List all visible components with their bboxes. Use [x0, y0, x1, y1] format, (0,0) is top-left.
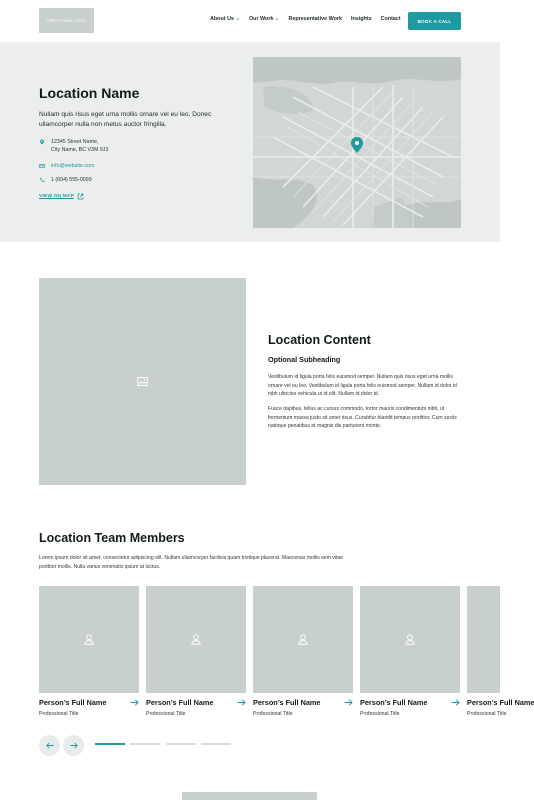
arrow-right-icon[interactable]	[344, 699, 353, 706]
member-title: Professional Title	[146, 711, 186, 717]
member-name-row	[467, 698, 534, 707]
member-photo-placeholder	[253, 586, 353, 693]
address-row	[39, 138, 108, 154]
address-line-2: City Name, BC V3M 9J3	[51, 147, 109, 153]
nav-representative-work[interactable]	[288, 16, 342, 22]
team-description: Lorem ipsum dolor sit amet, consectetur adipiscing elit. Nullam ullamcorper facilisis quam tristique placerat. Maecenas mollis sem vitae porttitor mollis. Nulla varius venenatis ipsum at luctus.	[39, 555, 344, 570]
content-subtitle: Optional Subheading	[268, 355, 341, 364]
member-name: Person’s Full Name	[360, 698, 428, 707]
external-link-icon	[77, 193, 84, 200]
chevron-down-icon	[275, 17, 279, 21]
arrow-right-icon[interactable]	[451, 699, 460, 706]
member-name: Person’s Full Name	[467, 698, 534, 707]
nav-our-work[interactable]	[249, 16, 279, 22]
location-map[interactable]	[253, 57, 461, 228]
image-placeholder-icon	[137, 377, 148, 386]
member-name-row	[39, 698, 139, 707]
member-photo-placeholder	[146, 586, 246, 693]
team-member-card[interactable]	[39, 586, 139, 717]
content-image-placeholder	[39, 278, 246, 485]
person-icon	[405, 634, 415, 645]
team-member-card-partial[interactable]	[467, 586, 534, 717]
carousel-next-button[interactable]	[63, 735, 84, 756]
arrow-right-icon[interactable]	[237, 699, 246, 706]
person-icon	[191, 634, 201, 645]
member-title: Professional Title	[360, 711, 400, 717]
address-text	[51, 138, 108, 154]
content-title: Location Content	[268, 333, 371, 347]
footer-placeholder	[182, 792, 317, 800]
team-member-card[interactable]	[360, 586, 460, 717]
email-link[interactable]: info@website.com	[51, 163, 95, 169]
member-title: Professional Title	[467, 711, 507, 717]
arrow-left-icon	[46, 742, 54, 749]
book-a-call-button[interactable]: BOOK A CALL	[408, 12, 461, 30]
team-member-card[interactable]	[146, 586, 246, 717]
nav-representative-work-label: Representative Work	[288, 16, 342, 22]
nav-contact-label: Contact	[380, 16, 401, 22]
nav-insights[interactable]	[351, 16, 372, 22]
member-photo-placeholder	[39, 586, 139, 693]
person-icon	[84, 634, 94, 645]
member-title: Professional Title	[253, 711, 293, 717]
carousel-indicator[interactable]	[201, 743, 231, 745]
nav-contact[interactable]	[381, 16, 401, 22]
team-title: Location Team Members	[39, 531, 185, 545]
address-line-1: 12345 Street Name,	[51, 139, 99, 145]
location-title: Location Name	[39, 85, 140, 101]
person-icon	[298, 634, 308, 645]
team-member-card[interactable]	[253, 586, 353, 717]
content-paragraph-1: Vestibulum id ligula porta felis euismod semper. Nullam quis risus eget urna mollis ornare vel eu leo. Vestibulum id ligula porta felis euismod semper. Nullam id dolor id nibh ultricies vehicula ut id elit. Nullam id dolor id.	[268, 374, 457, 397]
nav-our-work-label: Our Work	[248, 16, 274, 22]
carousel-indicator-active[interactable]	[95, 743, 125, 745]
main-nav	[210, 16, 401, 22]
arrow-right-icon	[70, 742, 78, 749]
member-name-row	[360, 698, 460, 707]
arrow-right-icon[interactable]	[130, 699, 139, 706]
member-name-row	[253, 698, 353, 707]
phone-row	[39, 176, 92, 184]
site-header	[0, 0, 500, 42]
email-icon	[39, 163, 45, 169]
member-name: Person’s Full Name	[146, 698, 214, 707]
carousel-indicator[interactable]	[130, 743, 160, 745]
member-photo-placeholder	[467, 586, 500, 693]
member-name-row	[146, 698, 246, 707]
member-name: Person’s Full Name	[39, 698, 107, 707]
carousel-prev-button[interactable]	[39, 735, 60, 756]
content-paragraph-2: Fusce dapibus, tellus ac cursus commodo, tortor mauris condimentum nibh, ut fermentum massa justo sit amet risus. Curabitur blandit tempus porttitor. Cum sociis natoque penatibus et magnis dis parturient monte.	[268, 406, 457, 429]
phone-number[interactable]: 1 (604) 555-0099	[51, 177, 92, 183]
phone-icon	[39, 177, 45, 183]
email-row	[39, 162, 94, 170]
location-description: Nullam quis risus eget urna mollis ornare vel eu leo. Donec ullamcorper nulla non metus auctor fringilla.	[39, 111, 212, 128]
carousel-indicator[interactable]	[166, 743, 196, 745]
nav-insights-label: Insights	[350, 16, 372, 22]
nav-about-us-label: About Us	[210, 16, 234, 22]
member-title: Professional Title	[39, 711, 79, 717]
nav-about-us[interactable]	[210, 16, 240, 22]
member-name: Person’s Full Name	[253, 698, 321, 707]
view-on-map-label: VIEW ON MAP	[39, 194, 74, 199]
view-on-map-link[interactable]	[39, 193, 84, 200]
logo[interactable]: CRESTVIEW LOGO	[39, 8, 94, 33]
chevron-down-icon	[236, 17, 240, 21]
member-photo-placeholder	[360, 586, 460, 693]
location-pin-icon	[39, 139, 45, 145]
